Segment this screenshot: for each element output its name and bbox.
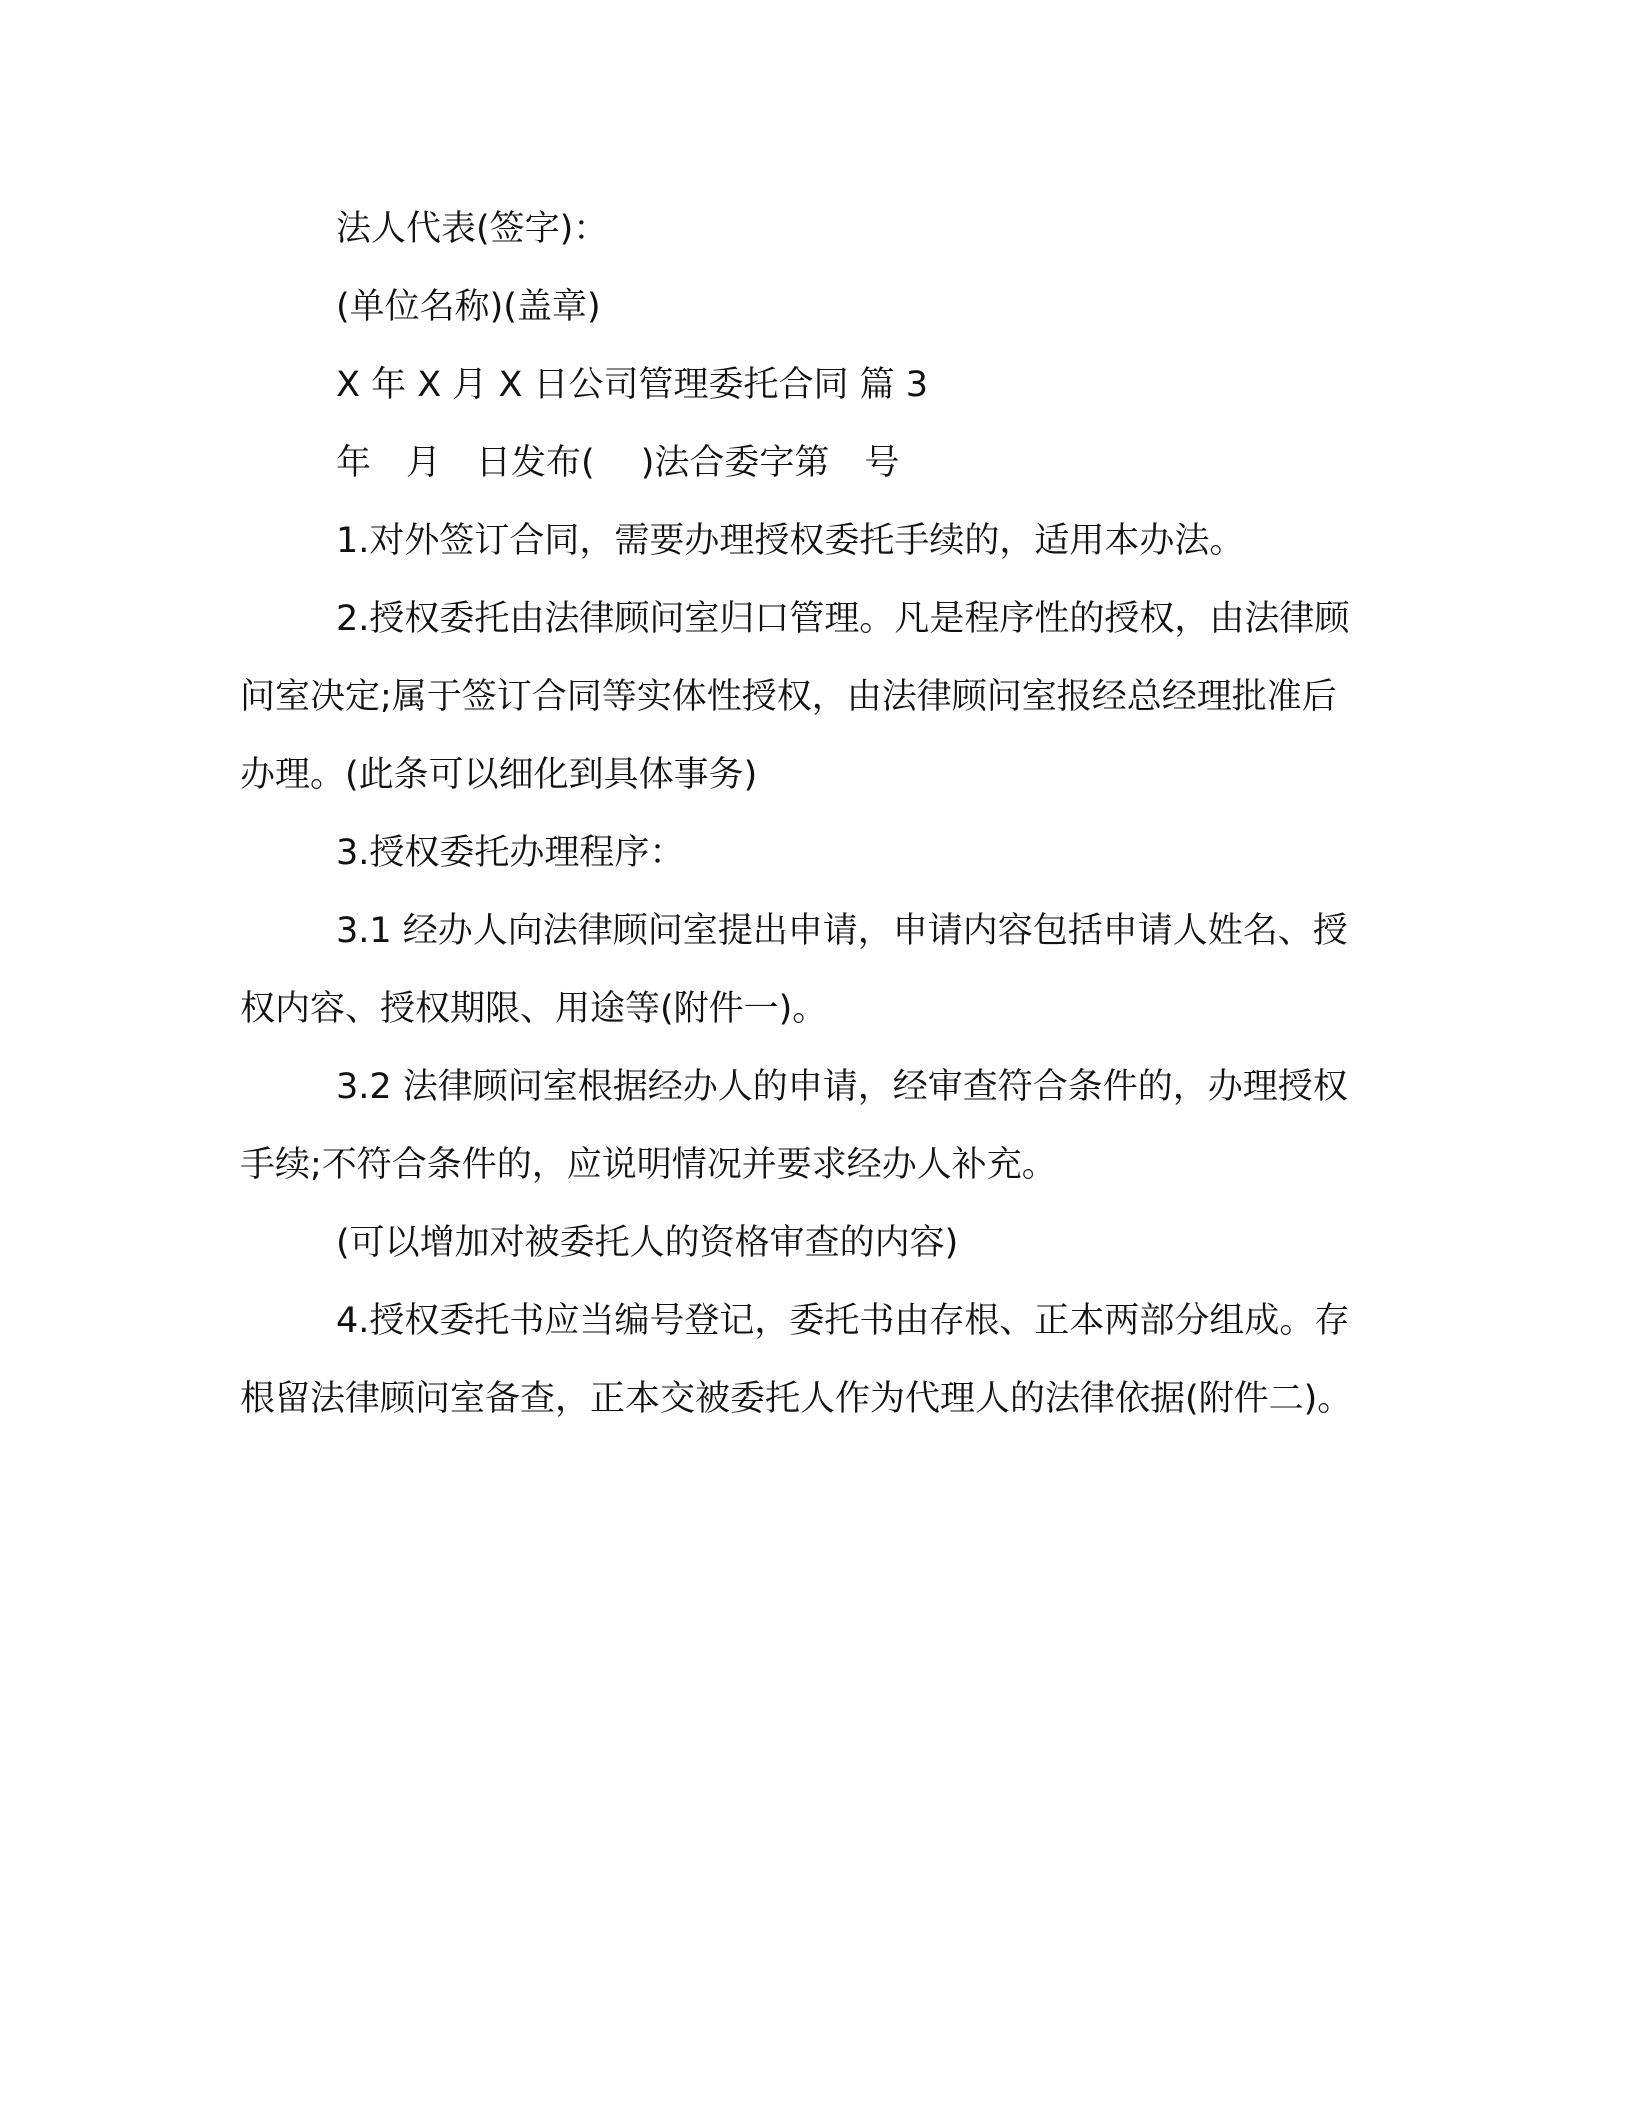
paragraph-clause-3: 3.授权委托办理程序： [336, 833, 685, 873]
document-body [240, 190, 1370, 1438]
paragraph-unit-seal: (单位名称)(盖章) [336, 287, 601, 327]
paragraph-clause-2: 2.授权委托由法律顾问室归口管理。凡是程序性的授权，由法律顾问室决定;属于签订合同等实体性授权，由法律顾问室报经总经理批准后办理。(此条可以细化到具体事务) [240, 599, 1350, 795]
paragraph-legal-rep-signature: 法人代表(签字)： [336, 209, 609, 249]
paragraph-clause-3-1: 3.1 经办人向法律顾问室提出申请，申请内容包括申请人姓名、授权内容、授权期限、用途等(附件一)。 [240, 911, 1348, 1029]
paragraph-clause-1: 1.对外签订合同，需要办理授权委托手续的，适用本办法。 [336, 521, 1245, 561]
paragraph-date-title: X 年 X 月 X 日公司管理委托合同 篇 3 [336, 365, 929, 405]
paragraph-note: (可以增加对被委托人的资格审查的内容) [336, 1223, 959, 1263]
paragraph-clause-4: 4.授权委托书应当编号登记，委托书由存根、正本两部分组成。存根留法律顾问室备查，正本交被委托人作为代理人的法律依据(附件二)。 [240, 1301, 1353, 1419]
paragraph-clause-3-2: 3.2 法律顾问室根据经办人的申请，经审查符合条件的，办理授权手续;不符合条件的，应说明情况并要求经办人补充。 [240, 1067, 1348, 1185]
paragraph-issue-number: 年 月 日发布( )法合委字第 号 [336, 443, 900, 483]
